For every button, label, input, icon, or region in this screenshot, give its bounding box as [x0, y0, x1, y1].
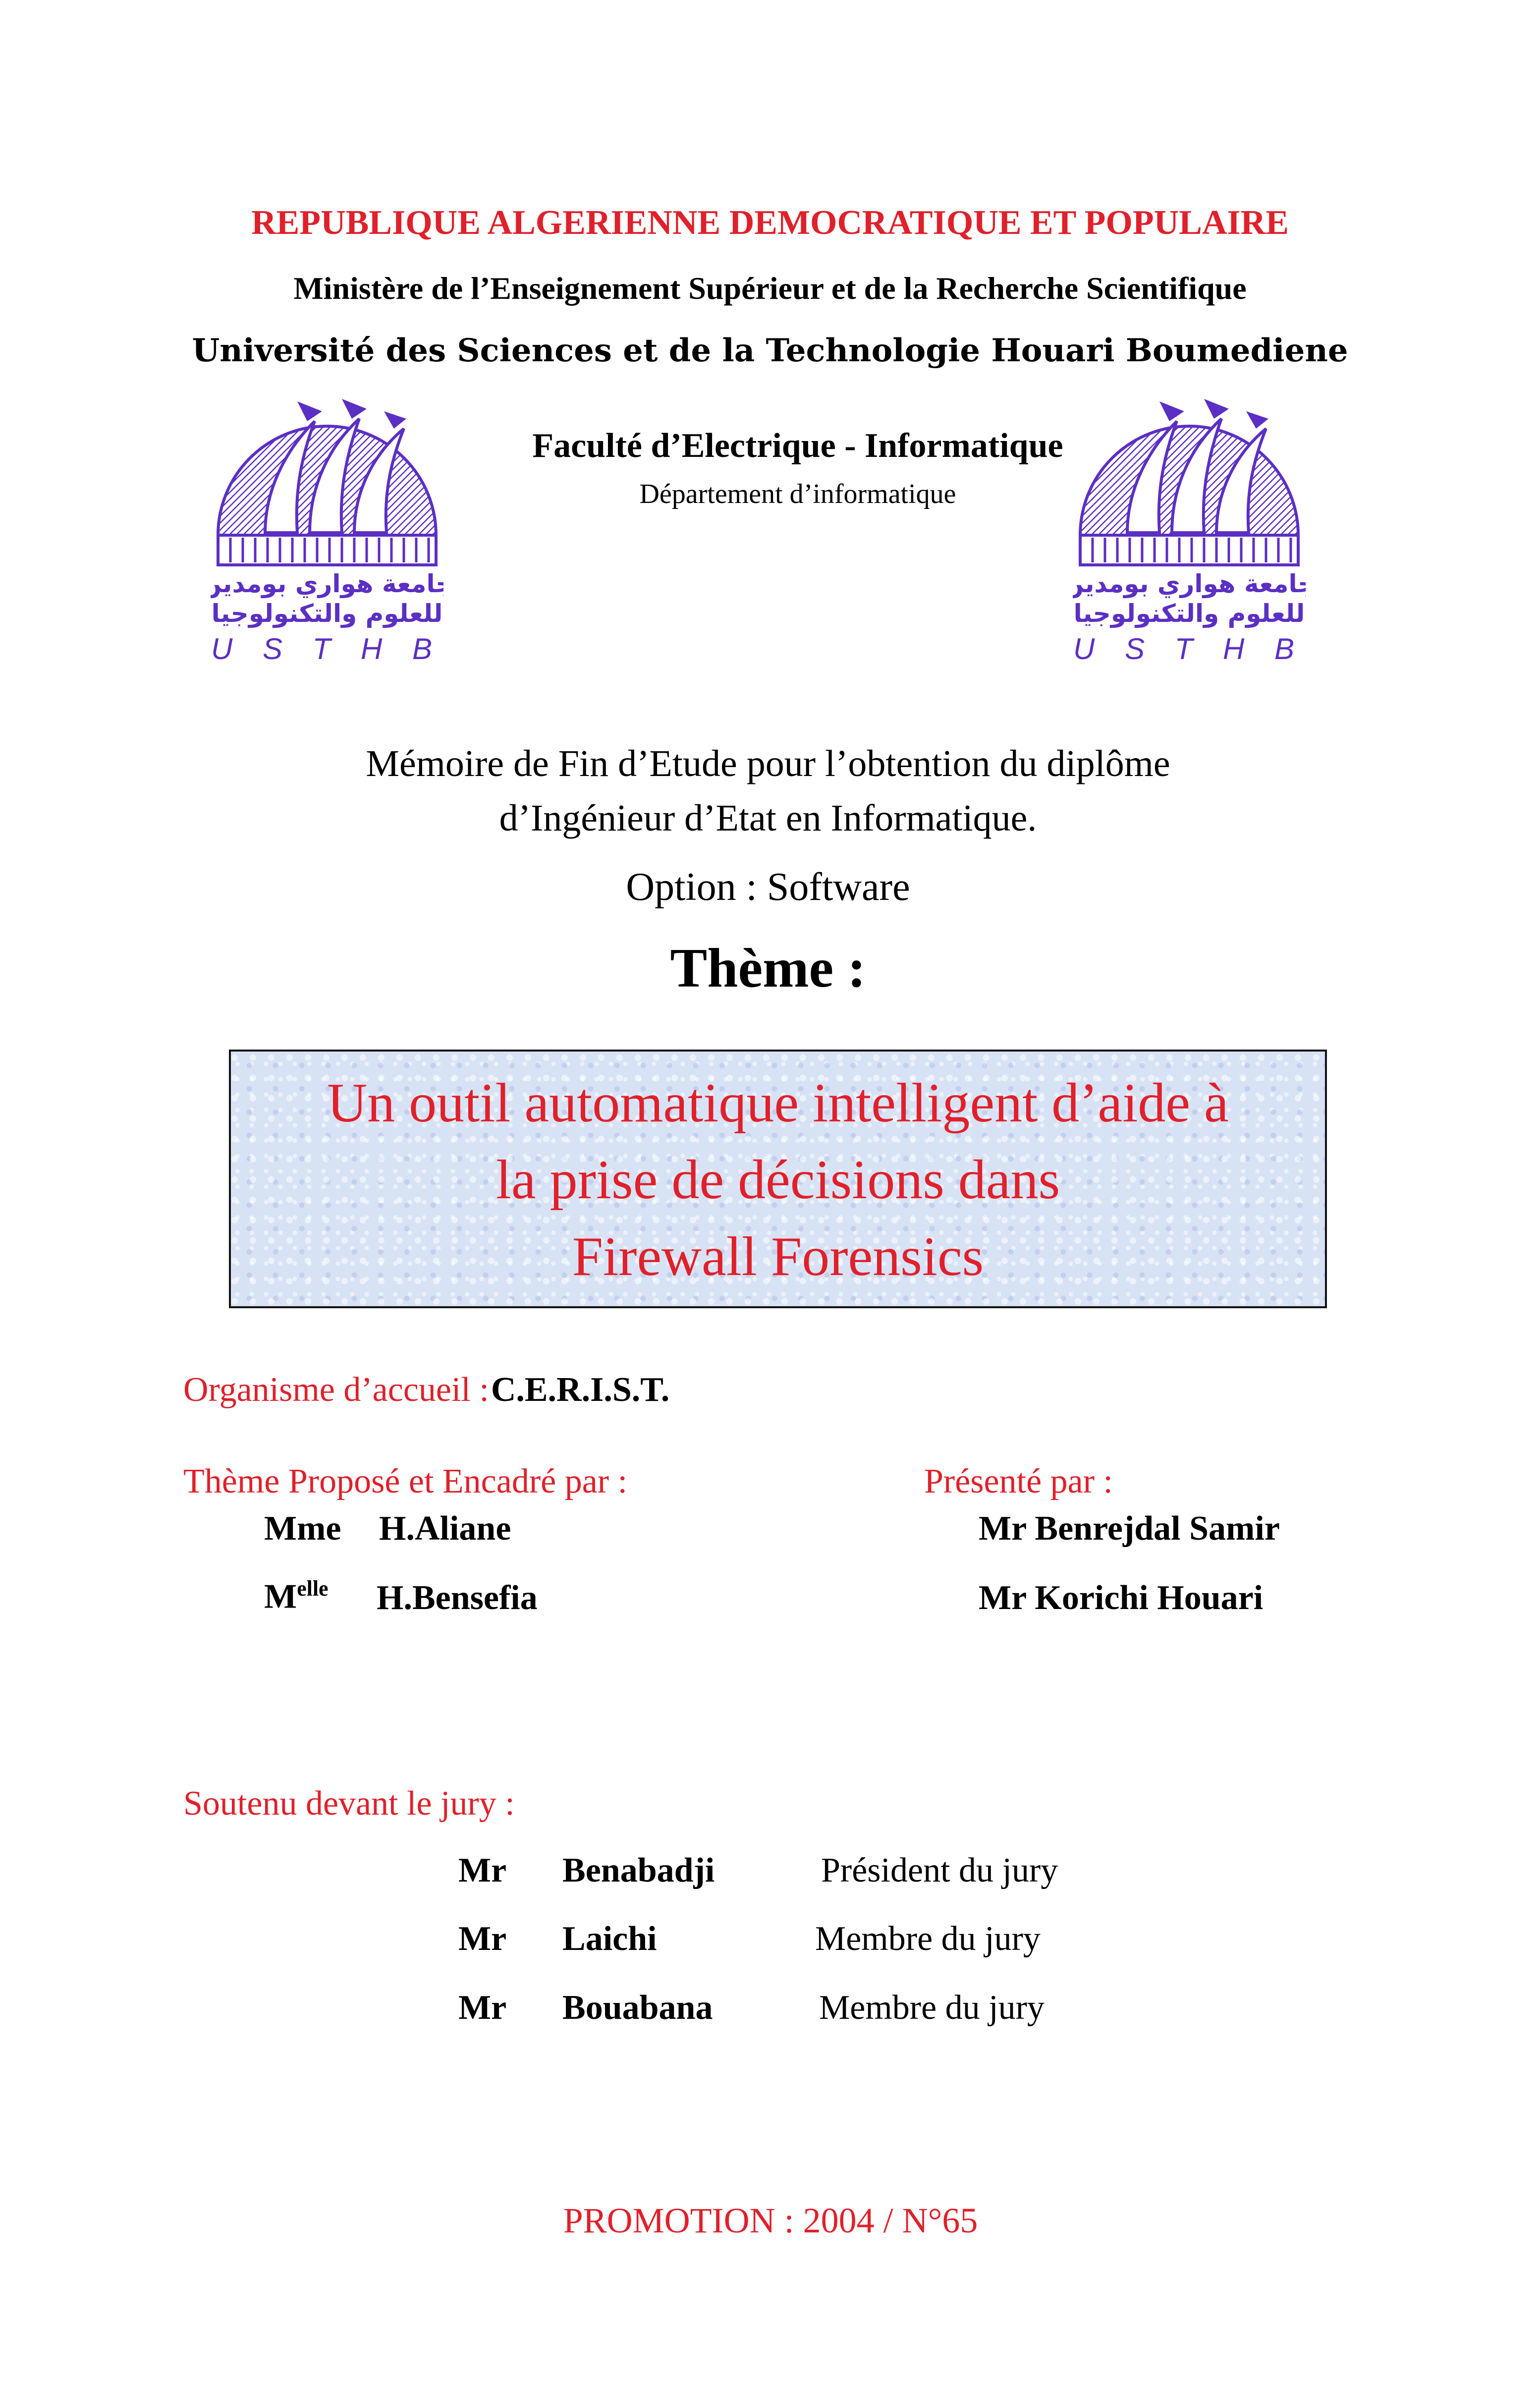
logo-arabic-line1: جامعة هواري بومدين: [1073, 569, 1306, 598]
jury-member-title: Mr: [458, 1851, 507, 1889]
jury-member-name: Benabadji: [562, 1851, 715, 1889]
supervisors-label: Thème Proposé et Encadré par :: [183, 1462, 628, 1500]
department-heading: Département d’informatique: [639, 479, 956, 509]
jury-member-name: Laichi: [562, 1920, 657, 1958]
title-line2: la prise de décisions dans: [495, 1149, 1060, 1211]
usthb-logo-left: [211, 391, 443, 669]
memoire-line2: d’Ingénieur d’Etat en Informatique.: [499, 797, 1037, 839]
usthb-logo-right: [1073, 391, 1306, 669]
jury-member-title: Mr: [458, 1989, 507, 2027]
jury-member-title: Mr: [458, 1920, 507, 1958]
student-name: Mr Korichi Houari: [979, 1579, 1264, 1617]
logo-arabic-line2: للعلوم والتكنولوجيا: [1073, 599, 1305, 628]
jury-member-role: Membre du jury: [815, 1920, 1041, 1958]
supervisor-name: H.Aliane: [379, 1509, 511, 1548]
supervisor-title: $M^{elle}$: [264, 1576, 329, 1616]
host-label: Organisme d’accueil :: [183, 1371, 489, 1409]
supervisor-title: Mme: [264, 1509, 341, 1548]
thesis-title-box: [229, 1050, 1327, 1308]
students-label: Présenté par :: [924, 1462, 1113, 1500]
jury-label: Soutenu devant le jury :: [183, 1784, 515, 1823]
memoire-line1: Mémoire de Fin d’Etude pour l’obtention du diplôme: [366, 743, 1170, 784]
supervisor-name: H.Bensefia: [377, 1579, 538, 1617]
logo-acronym: U S T H B: [211, 632, 443, 666]
faculty-heading: Faculté d’Electrique - Informatique: [532, 427, 1063, 465]
usthb-emblem-icon: [1073, 391, 1306, 669]
title-line1: Un outil automatique intelligent d’aide à: [327, 1072, 1229, 1134]
promotion-line: PROMOTION : 2004 / N°65: [563, 2201, 978, 2240]
theme-label: Thème :: [670, 938, 866, 999]
option-line: Option : Software: [626, 865, 910, 909]
jury-member-name: Bouabana: [562, 1989, 713, 2027]
student-name: Mr Benrejdal Samir: [979, 1509, 1280, 1548]
logo-acronym: U S T H B: [1073, 632, 1306, 666]
logo-arabic-line2: للعلوم والتكنولوجيا: [211, 599, 443, 628]
republic-heading: REPUBLIQUE ALGERIENNE DEMOCRATIQUE ET POPULAIRE: [251, 204, 1289, 242]
university-heading: Université des Sciences et de la Technologie Houari Boumediene: [192, 332, 1348, 369]
logo-arabic-line1: جامعة هواري بومدين: [211, 569, 443, 598]
jury-member-role: Président du jury: [821, 1851, 1058, 1889]
ministry-heading: Ministère de l’Enseignement Supérieur et de la Recherche Scientifique: [293, 271, 1247, 306]
host-value: C.E.R.I.S.T.: [491, 1371, 670, 1409]
jury-member-role: Membre du jury: [819, 1989, 1045, 2027]
title-line3: Firewall Forensics: [572, 1226, 984, 1287]
host-organisation: [183, 1370, 669, 1410]
usthb-emblem-icon: [211, 391, 443, 669]
